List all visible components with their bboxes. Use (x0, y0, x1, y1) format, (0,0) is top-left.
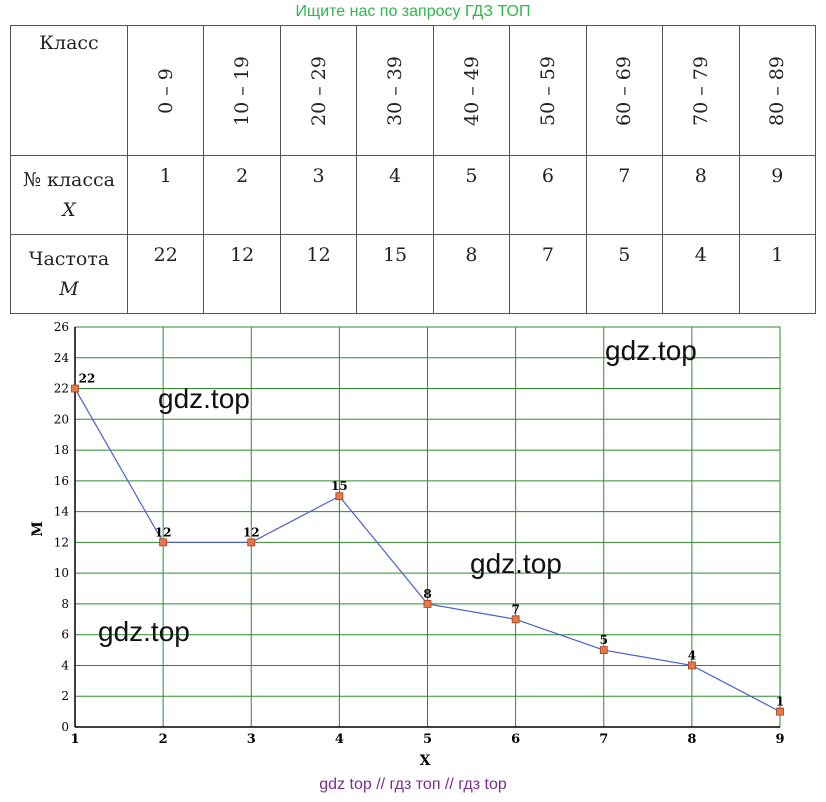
y-axis-label: M (30, 521, 46, 537)
frequency-cell (663, 234, 739, 313)
number-cell (433, 156, 509, 234)
data-point (600, 647, 607, 654)
class-range-cell (204, 26, 280, 156)
x-tick-label: 1 (70, 732, 80, 747)
y-tick-label: 10 (53, 566, 69, 581)
data-label: 1 (775, 694, 785, 709)
frequency-cell (280, 234, 356, 313)
frequency-cell (204, 234, 280, 313)
class-number: 2 (236, 165, 249, 188)
class-range: 50 – 59 (536, 55, 559, 126)
class-range: 80 – 89 (766, 55, 789, 126)
number-var: X (62, 199, 76, 222)
data-label: 12 (242, 525, 260, 540)
class-range-cell (357, 26, 433, 156)
data-point (336, 493, 343, 500)
watermark: gdz.top (605, 335, 697, 366)
y-tick-label: 26 (53, 320, 69, 334)
frequency-value: 1 (771, 243, 784, 266)
class-number: 6 (541, 165, 554, 188)
class-number: 5 (465, 165, 478, 188)
x-tick-label: 5 (422, 732, 433, 747)
number-cell (128, 156, 204, 234)
class-range-cell (586, 26, 662, 156)
y-tick-label: 2 (61, 689, 69, 704)
y-tick-label: 6 (61, 627, 69, 642)
data-point (248, 539, 255, 546)
frequency-header-cell (11, 234, 128, 313)
class-range-cell (433, 26, 509, 156)
frequency-cell (510, 234, 586, 313)
y-tick-label: 20 (53, 412, 69, 427)
class-number: 9 (771, 165, 784, 188)
class-number: 3 (312, 165, 325, 188)
class-range: 40 – 49 (460, 55, 483, 126)
watermark: gdz.top (470, 548, 562, 579)
y-tick-label: 14 (53, 504, 69, 519)
class-range: 20 – 29 (307, 55, 330, 126)
data-point (688, 662, 695, 669)
data-label: 12 (154, 525, 172, 540)
frequency-value: 12 (230, 243, 255, 266)
data-label: 22 (78, 371, 96, 386)
class-header-cell (11, 26, 128, 156)
polygon-chart (0, 315, 826, 771)
number-cell (739, 156, 816, 234)
x-tick-label: 8 (687, 732, 697, 747)
y-tick-label: 16 (53, 473, 69, 488)
frequency-row (11, 234, 816, 313)
x-tick-label: 4 (334, 732, 344, 747)
class-range-cell (663, 26, 739, 156)
data-point (777, 708, 784, 715)
frequency-value: 12 (306, 243, 331, 266)
data-label: 8 (423, 586, 432, 601)
class-number: 7 (618, 165, 631, 188)
class-range: 70 – 79 (689, 55, 712, 126)
number-cell (204, 156, 280, 234)
class-number: 4 (388, 165, 402, 188)
data-point (512, 616, 519, 623)
number-cell (510, 156, 586, 234)
y-tick-label: 24 (53, 350, 69, 365)
frequency-value: 4 (694, 243, 707, 266)
data-point (72, 385, 79, 392)
class-range: 30 – 39 (384, 55, 407, 126)
class-range-cell (510, 26, 586, 156)
class-row (11, 26, 816, 156)
number-cell (663, 156, 739, 234)
class-range: 10 – 19 (231, 55, 254, 126)
frequency-value: 7 (541, 243, 554, 266)
y-tick-label: 12 (53, 535, 69, 550)
frequency-value: 15 (382, 243, 408, 266)
y-tick-label: 22 (53, 381, 69, 396)
class-number: 1 (159, 165, 172, 188)
number-header: № класса (23, 169, 115, 192)
class-number: 8 (694, 165, 707, 188)
class-range: 60 – 69 (613, 55, 636, 126)
frequency-table (10, 25, 816, 314)
data-point (424, 600, 431, 607)
x-tick-label: 9 (775, 732, 785, 747)
y-tick-label: 8 (61, 596, 69, 611)
frequency-header: Частота (28, 247, 110, 270)
data-label: 5 (599, 633, 608, 648)
watermark: gdz.top (158, 383, 250, 414)
class-header: Класс (39, 32, 99, 54)
frequency-cell (739, 234, 816, 313)
frequency-var: M (59, 277, 79, 300)
watermark: gdz.top (98, 616, 190, 647)
class-range: 0 – 9 (154, 67, 177, 114)
number-row (11, 156, 816, 234)
x-axis-label: X (419, 753, 431, 769)
number-header-cell (11, 156, 128, 234)
number-cell (586, 156, 662, 234)
data-label: 4 (687, 648, 697, 663)
x-tick-label: 7 (599, 732, 609, 747)
x-tick-label: 2 (158, 732, 168, 747)
data-point (160, 539, 167, 546)
data-label: 7 (511, 602, 520, 617)
frequency-cell (586, 234, 662, 313)
frequency-value: 5 (618, 243, 631, 266)
y-tick-label: 18 (53, 443, 69, 458)
y-tick-label: 0 (61, 720, 69, 734)
x-tick-label: 3 (246, 732, 256, 747)
frequency-cell (433, 234, 509, 313)
frequency-value: 22 (153, 243, 178, 266)
frequency-cell (128, 234, 204, 313)
class-range-cell (739, 26, 816, 156)
footer-links: gdz top // гдз топ // гдз top (319, 776, 507, 793)
number-cell (280, 156, 356, 234)
number-cell (357, 156, 433, 234)
class-range-cell (128, 26, 204, 156)
frequency-value: 8 (465, 243, 478, 266)
data-label: 15 (331, 479, 348, 494)
search-banner: Ищите нас по запросу ГДЗ ТОП (295, 3, 531, 20)
y-tick-label: 4 (61, 658, 69, 673)
x-tick-label: 6 (511, 732, 521, 747)
class-range-cell (280, 26, 356, 156)
frequency-cell (357, 234, 433, 313)
